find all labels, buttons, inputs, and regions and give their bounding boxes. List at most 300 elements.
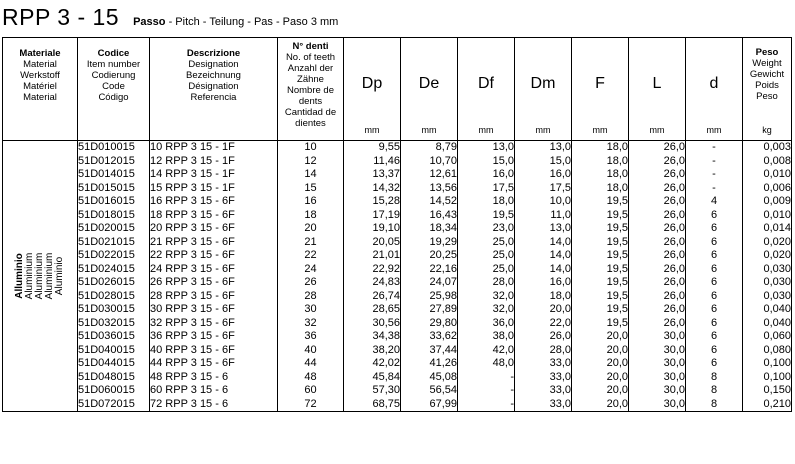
table-cell: 6 [710,249,718,261]
table-cell: 26,0 [663,316,685,329]
table-cell: 19,5 [606,316,628,329]
header-df [458,38,515,141]
table-cell: 19,29 [429,235,457,248]
table-cell: 51D072015 [78,397,135,410]
header-f-symbol: F [595,75,605,92]
table-cell: 6 [710,316,718,329]
table-cell: 19,5 [606,276,628,288]
table-cell: 19,5 [606,303,628,315]
header-weight-line: Gewicht [749,69,785,80]
table-cell: 36,0 [492,316,514,329]
table-cell: 22,0 [549,316,571,329]
table-cell: - [510,370,514,383]
table-cell: 48,0 [492,357,514,369]
table-cell: 48 [304,370,317,383]
table-cell: 20 [304,222,317,234]
table-cell: 51D032015 [78,316,135,329]
table-cell: 25,0 [492,262,514,275]
table-cell: 19,5 [492,208,514,221]
header-weight-line: Poids [755,80,779,91]
table-cell: 51D044015 [78,357,135,369]
page-title [2,4,338,32]
table-cell: 20,0 [606,397,628,410]
table-cell: 24,83 [372,276,400,288]
table-cell: 26,0 [549,330,571,342]
table-cell: 6 [710,222,718,234]
table-cell: 51D022015 [78,249,135,261]
table-cell: 6 [710,208,718,221]
header-weight-lines [743,38,791,102]
table-cell: 21,01 [372,249,400,261]
header-description-lines [150,38,277,103]
table-cell: 15,0 [549,154,571,167]
material-cell [3,141,78,412]
table-cell: 26,0 [663,276,685,288]
material-body-line: Aluminium [44,252,55,300]
table-cell: - [712,154,716,167]
table-cell: 27,89 [429,303,457,315]
header-code-lines [78,38,149,103]
header-material-lines [3,38,77,103]
table-cell: 51D048015 [78,370,135,383]
table-cell: 10,70 [429,154,457,167]
header-dp-symbol: Dp [361,75,383,92]
table-cell: 26,0 [663,168,685,180]
table-cell: 9,55 [378,141,400,153]
header-d-symbol: d [709,75,719,92]
table-cell: 16,0 [492,168,514,180]
table-cell: 13,0 [492,141,514,153]
table-cell: 72 RPP 3 15 - 6 [150,397,229,410]
table-cell: 22 [304,249,317,261]
table-cell: 26,0 [663,222,685,234]
table-cell: 6 [710,343,718,356]
table-cell: 51D015015 [78,181,135,194]
table-cell: 26,74 [372,289,400,302]
header-material-line: Material [23,92,57,103]
table-cell: 60 [304,384,317,396]
header-l [629,38,686,141]
col-dp [344,141,401,412]
table-cell: 14,32 [372,181,400,194]
table-cell: 14,0 [549,249,571,261]
header-d-unit: mm [706,125,722,135]
table-cell: 28 [304,289,317,302]
table-cell: 48 RPP 3 15 - 6 [150,370,229,383]
table-cell: 57,30 [372,384,400,396]
header-description-line: Désignation [188,81,239,92]
col-dm [515,141,572,412]
header-f-unit: mm [592,125,608,135]
table-cell: 19,5 [606,222,628,234]
table-cell: 18 RPP 3 15 - 6F [150,208,235,221]
table-cell: 30,56 [372,316,400,329]
table-cell: 44 [304,357,317,369]
table-cell: 0,010 [763,168,791,180]
table-cell: 51D014015 [78,168,135,180]
table-cell: 24 RPP 3 15 - 6F [150,262,235,275]
table-cell: 12 [304,154,317,167]
table-cell: 18,0 [549,289,571,302]
table-cell: 0,030 [763,262,791,275]
table-cell: 16 RPP 3 15 - 6F [150,195,235,207]
header-f [572,38,629,141]
header-teeth [278,38,344,141]
table-cell: 26,0 [663,235,685,248]
table-cell: 16,43 [429,208,457,221]
spec-table [2,37,792,412]
table-cell: 22,16 [429,262,457,275]
table-cell: 45,08 [429,370,457,383]
table-cell: 21 RPP 3 15 - 6F [150,235,235,248]
col-teeth [278,141,344,412]
table-cell: 30,0 [663,397,685,410]
table-cell: 14,0 [549,262,571,275]
table-cell: 6 [710,330,718,342]
table-cell: 30,0 [663,357,685,369]
header-description-line: Referencia [190,92,237,103]
header-teeth-line: dientes [295,118,326,129]
material-body-line: Aluminium [34,252,45,300]
table-cell: 0,020 [763,249,791,261]
table-cell: 19,5 [606,249,628,261]
table-cell: 0,030 [763,289,791,302]
table-cell: 0,014 [763,222,791,234]
table-cell: 32 RPP 3 15 - 6F [150,316,235,329]
header-weight [743,38,792,141]
table-cell: 6 [710,235,718,248]
table-cell: 30,0 [663,343,685,356]
header-material-line: Materiale [19,48,61,59]
table-cell: - [510,384,514,396]
table-cell: 51D060015 [78,384,135,396]
table-cell: 28 RPP 3 15 - 6F [150,289,235,302]
table-cell: 10 RPP 3 15 - 1F [150,141,235,153]
table-cell: 32,0 [492,303,514,315]
col-df [458,141,515,412]
table-cell: 16,0 [549,168,571,180]
table-cell: - [510,397,514,410]
table-cell: 51D030015 [78,303,135,315]
header-code-line: Item number [86,59,141,70]
table-cell: 26,0 [663,208,685,221]
table-cell: 29,80 [429,316,457,329]
table-cell: 40 RPP 3 15 - 6F [150,343,235,356]
table-cell: 13,37 [372,168,400,180]
table-cell: 0,020 [763,235,791,248]
col-de [401,141,458,412]
table-cell: 11,0 [550,208,571,221]
table-cell: 51D010015 [78,141,135,153]
table-cell: 14,0 [549,235,571,248]
table-cell: 14 RPP 3 15 - 1F [150,168,235,180]
table-cell: 15 RPP 3 15 - 1F [150,181,235,194]
table-cell: 72 [304,397,317,410]
table-cell: 20,0 [606,384,628,396]
header-l-unit: mm [649,125,665,135]
table-cell: 45,84 [372,370,400,383]
table-cell: 22,92 [372,262,400,275]
header-dm-unit: mm [535,125,551,135]
table-cell: 18,0 [606,168,628,180]
table-cell: 19,5 [606,195,628,207]
table-cell: 15 [304,181,317,194]
table-cell: 17,5 [549,181,571,194]
table-cell: 15,0 [492,154,514,167]
header-material [3,38,78,141]
table-cell: 51D016015 [78,195,135,207]
header-teeth-line: Nombre de [287,85,334,96]
header-code-line: Code [102,81,125,92]
table-cell: 13,0 [549,141,571,153]
header-dp-unit: mm [364,125,380,135]
table-cell: 0,009 [763,195,791,207]
table-cell: 19,10 [372,222,400,234]
material-body-line: Aluminio [54,256,65,296]
table-cell: 14,52 [429,195,457,207]
table-cell: 22 RPP 3 15 - 6F [150,249,235,261]
table-cell: 51D028015 [78,289,135,302]
table-cell: 33,62 [429,330,457,342]
table-cell: 28,0 [549,343,571,356]
table-cell: 0,030 [763,276,791,288]
table-cell: 0,003 [763,141,791,153]
table-cell: 51D026015 [78,276,135,288]
table-cell: 6 [710,289,718,302]
material-body-line: Aluminium [24,252,35,300]
table-cell: - [712,141,716,153]
title-main: RPP 3 - 15 [2,4,120,30]
table-cell: 18,34 [429,222,457,234]
table-cell: 0,150 [763,384,791,396]
header-de [401,38,458,141]
table-cell: 51D036015 [78,330,135,342]
table-cell: 10,0 [549,195,571,207]
table-cell: 68,75 [372,397,400,410]
table-cell: 26,0 [663,181,685,194]
header-description-line: Bezeichnung [186,70,241,81]
table-cell: 16 [304,195,317,207]
header-teeth-line: dents [298,96,323,107]
table-cell: 33,0 [549,384,571,396]
table-cell: 37,44 [429,343,457,356]
table-cell: 26,0 [663,141,685,153]
table-cell: 26,0 [663,289,685,302]
table-cell: 0,010 [763,208,791,221]
header-teeth-line: Cantidad de [284,107,337,118]
table-cell: 17,19 [372,208,400,221]
table-cell: 18,0 [606,141,628,153]
material-label [15,253,65,300]
header-weight-line: Peso [755,47,779,58]
table-cell: 19,5 [606,235,628,248]
table-cell: 36 RPP 3 15 - 6F [150,330,235,342]
header-code-line: Codice [97,48,130,59]
table-cell: 51D021015 [78,235,135,248]
header-dm [515,38,572,141]
table-cell: 13,0 [549,222,571,234]
table-cell: 0,040 [763,303,791,315]
table-cell: 26,0 [663,262,685,275]
table-cell: 33,0 [549,397,571,410]
header-weight-line: Weight [752,58,782,69]
table-cell: 56,54 [429,384,457,396]
title-pitch-label: Passo [133,16,166,28]
table-cell: 8 [710,397,718,410]
header-teeth-line: Anzahl der [287,63,334,74]
table-cell: 25,0 [492,249,514,261]
col-d [686,141,743,412]
table-cell: 20,0 [606,357,628,369]
table-cell: 67,99 [429,397,457,410]
table-cell: 10 [304,141,317,153]
header-weight-unit: kg [762,125,772,135]
table-cell: 20,0 [549,303,571,315]
table-cell: 38,0 [492,330,514,342]
table-cell: 6 [710,276,718,288]
header-teeth-line: No. of teeth [285,52,336,63]
table-cell: 0,040 [763,316,791,329]
table-cell: 34,38 [372,330,400,342]
header-l-symbol: L [652,75,662,92]
table-cell: 12,61 [429,168,457,180]
header-df-unit: mm [478,125,494,135]
table-cell: 26,0 [663,195,685,207]
table-cell: 26 RPP 3 15 - 6F [150,276,235,288]
table-cell: 38,20 [372,343,400,356]
table-cell: 14 [304,168,317,180]
col-description [150,141,278,412]
table-cell: 0,080 [763,343,791,356]
table-cell: 44 RPP 3 15 - 6F [150,357,235,369]
header-material-line: Material [23,59,57,70]
table-cell: 40 [304,343,317,356]
table-cell: 6 [710,303,718,315]
col-code [78,141,150,412]
table-cell: 41,26 [429,357,457,369]
material-body-line: Alluminio [14,253,25,299]
table-cell: - [712,168,716,180]
table-cell: 32,0 [492,289,514,302]
col-l [629,141,686,412]
table-cell: 28,65 [372,303,400,315]
table-cell: 18,0 [606,154,628,167]
header-dp [344,38,401,141]
table-cell: 17,5 [492,181,514,194]
header-weight-line: Peso [756,91,778,102]
table-cell: 6 [710,357,718,369]
header-df-symbol: Df [478,75,494,92]
table-cell: 18,0 [606,181,628,194]
table-cell: 18 [304,208,317,221]
header-dm-symbol: Dm [530,75,556,92]
table-cell: 23,0 [492,222,514,234]
table-cell: 21 [304,235,317,248]
table-cell: 20,0 [606,330,628,342]
table-cell: 24 [304,262,317,275]
table-cell: 0,100 [763,370,791,383]
header-d [686,38,743,141]
table-cell: 20 RPP 3 15 - 6F [150,222,235,234]
table-cell: 0,060 [763,330,791,342]
table-cell: 19,5 [606,289,628,302]
table-cell: 12 RPP 3 15 - 1F [150,154,235,167]
table-cell: 33,0 [549,370,571,383]
table-cell: 6 [710,262,718,275]
table-cell: 28,0 [492,276,514,288]
header-teeth-line: N° denti [292,41,329,52]
table-cell: 20,0 [606,343,628,356]
table-cell: 0,006 [763,181,791,194]
header-description-line: Descrizione [186,48,241,59]
table-cell: 51D018015 [78,208,135,221]
table-cell: 16,0 [549,276,571,288]
table-cell: 60 RPP 3 15 - 6 [150,384,229,396]
table-cell: 25,98 [429,289,457,302]
table-cell: 30,0 [663,330,685,342]
table-cell: - [712,181,716,194]
table-cell: 4 [710,195,718,207]
header-material-line: Werkstoff [20,70,60,81]
header-code-line: Codierung [91,70,136,81]
table-cell: 8,79 [435,141,457,153]
col-weight [743,141,792,412]
table-cell: 26,0 [663,303,685,315]
header-description-line: Designation [188,59,239,70]
table-cell: 19,5 [606,208,628,221]
table-body-row [3,141,792,412]
header-code [78,38,150,141]
table-cell: 33,0 [549,357,571,369]
table-cell: 30 RPP 3 15 - 6F [150,303,235,315]
table-cell: 25,0 [492,235,514,248]
table-cell: 51D024015 [78,262,135,275]
header-de-symbol: De [418,75,440,92]
table-cell: 30 [304,303,317,315]
table-cell: 18,0 [492,195,514,207]
table-cell: 0,210 [763,397,791,410]
header-teeth-lines [278,38,343,129]
table-cell: 15,28 [372,195,400,207]
table-cell: 42,02 [372,357,400,369]
header-material-line: Matériel [23,81,57,92]
table-cell: 0,008 [763,154,791,167]
table-cell: 0,100 [763,357,791,369]
table-cell: 32 [304,316,317,329]
title-pitch-text: - Pitch - Teilung - Pas - Paso 3 mm [165,16,339,28]
table-cell: 19,5 [606,262,628,275]
table-cell: 20,0 [606,370,628,383]
table-cell: 36 [304,330,317,342]
table-cell: 51D040015 [78,343,135,356]
table-cell: 8 [710,384,718,396]
table-cell: 20,25 [429,249,457,261]
header-description [150,38,278,141]
table-cell: 42,0 [492,343,514,356]
table-cell: 30,0 [663,384,685,396]
table-cell: 20,05 [372,235,400,248]
table-cell: 8 [710,370,718,383]
table-cell: 11,46 [373,154,400,167]
table-cell: 51D020015 [78,222,135,234]
header-code-line: Código [98,92,129,103]
header-de-unit: mm [421,125,437,135]
table-cell: 24,07 [429,276,457,288]
table-cell: 30,0 [663,370,685,383]
table-cell: 26,0 [663,249,685,261]
table-cell: 26,0 [663,154,685,167]
table-cell: 26 [304,276,317,288]
